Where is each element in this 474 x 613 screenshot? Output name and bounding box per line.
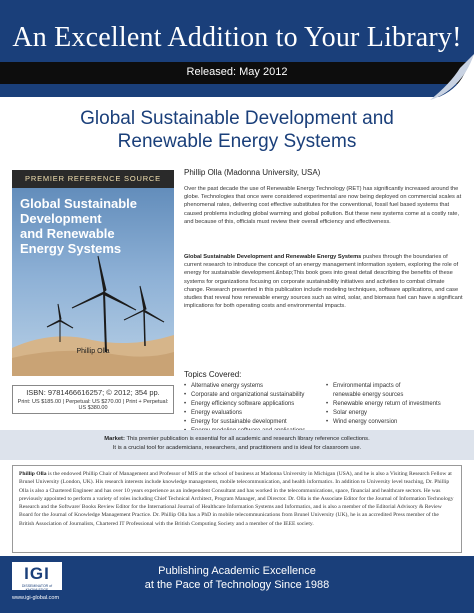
- book-title-line-2: Renewable Energy Systems: [117, 131, 357, 152]
- cover-title-line-1: Global Sustainable: [20, 196, 138, 211]
- book-title-line-1: Global Sustainable Development and: [80, 108, 394, 129]
- page-curl-icon: [430, 54, 474, 100]
- market-line-1: [0, 436, 474, 442]
- tagline-line-1: Publishing Academic Excellence: [158, 565, 316, 577]
- tagline-line-2: at the Pace of Technology Since 1988: [144, 579, 330, 591]
- topic-item: • Renewable energy return of investments: [326, 400, 471, 409]
- market-text-1: This premier publication is essential for all academic and research library reference collections.: [126, 436, 370, 442]
- cover-title: [20, 196, 170, 256]
- topic-item: • Energy for sustainable development: [184, 418, 329, 427]
- book-cover: [12, 170, 174, 376]
- cover-author: Phillip Olla: [76, 348, 110, 355]
- book-author: Phillip Olla (Madonna University, USA): [184, 168, 321, 177]
- bio-text: is the endowed Phillip Chair of Management and Professor of MIS at the school of business at Madonna University in Michigan (USA), and he is also a Visiting Research Fellow at Brunel University (London, UK). His research interests include knowledge management, mobile telecommunication, and health informatics. In addition to University level teaching, Dr. Phillip Olla is also a Chartered Engineer and has over 10 years experience as an independent Consultant and has worked in the telecommunications, space, financial and healthcare sectors. He was previously appointed to perform a variety of roles including Chief Technical Architect, Program Manager, and Director. Dr. Olla is the Associate Editor for the Journal of Information Technology Research and the Software/ Books Review Editor for the International Journal of Healthcare Information Systems and Informatics, and is also a member of the Editorial Advisory & Review Board for the Journal of Knowledge Management Practice. Dr. Phillip Olla has a PhD in mobile telecommunications from Brunel University (UK), he is an accredited Press member of the British Association of Journalists, Chartered IT Professional with the British Computing Society and a member of the IEEE society.: [19, 471, 454, 527]
- isbn-line: ISBN: 9781466616257; © 2012; 354 pp.: [26, 388, 160, 397]
- cover-series-label: PREMIER REFERENCE SOURCE: [25, 174, 161, 183]
- bio-author-name: Phillip Olla: [19, 471, 47, 477]
- topic-item: • Solar energy: [326, 409, 471, 418]
- publisher-logo-subtitle: DISSEMINATOR of KNOWLEDGE: [21, 584, 53, 592]
- topic-item: • Energy evaluations: [184, 409, 329, 418]
- publisher-logo-text: IGI: [24, 564, 50, 583]
- topic-item: • Environmental impacts of: [326, 382, 471, 391]
- topics-heading: Topics Covered:: [184, 370, 242, 379]
- topics-list-right: [326, 382, 471, 427]
- publisher-url[interactable]: www.igi-global.com: [12, 595, 60, 601]
- author-bio-box: [12, 465, 462, 553]
- book-title: [0, 107, 474, 153]
- description-paragraph-2: [184, 253, 464, 310]
- release-date: Released: May 2012: [186, 66, 288, 78]
- market-line-2: It is a crucial tool for academicians, researchers, and practitioners and is ideal for classroom use.: [112, 445, 362, 451]
- description-paragraph-2-text: pushes through the boundaries of current research to introduce the concept of an energy management information system, exploring the role of energy for sustainable development.&nbsp;This book goes into great detail describing the benefits of these systems for organizations focusing on corporate sustainability initiatives and activities to combat climate change. Research presented in this publication include modeling techniques, software applications, and case studies that reveal how renewable energy sources such as wind, solar, and biomass fuel can have a significant implications for both operating costs and environmental impacts.: [184, 254, 463, 310]
- description-paragraph-1: Over the past decade the use of Renewable Energy Technology (RET) has significantly increased around the globe. Technologies that once were considered experimental are now being deployed on commercial scales at phenomenal rates, delivering cost effective substitutes for the conventional, fossil fuel based systems that caused problems including global warming and global pollution. But these new systems come at a costly rate, and because of this, officials must review their overall efficiency and effectiveness.: [184, 186, 462, 225]
- cover-title-line-4: Energy Systems: [20, 241, 122, 256]
- cover-title-line-2: Development: [20, 211, 102, 226]
- banner-title: An Excellent Addition to Your Library!: [12, 22, 462, 53]
- price-line: Print: US $185.00 | Perpetual: US $270.00 | Print + Perpetual: US $380.00: [17, 399, 169, 411]
- topic-item: • Wind energy conversion: [326, 418, 471, 427]
- footer-tagline: [0, 564, 474, 592]
- cover-title-line-3: and Renewable: [20, 226, 115, 241]
- description-book-title: Global Sustainable Development and Renewable Energy Systems: [184, 254, 362, 260]
- author-bio: [19, 470, 455, 528]
- topic-item: • Energy efficiency software applications: [184, 400, 329, 409]
- topics-list-left: [184, 382, 329, 436]
- topic-item: • Alternative energy systems: [184, 382, 329, 391]
- topic-item: • Corporate and organizational sustainability: [184, 391, 329, 400]
- topic-item-continuation: renewable energy sources: [333, 392, 404, 398]
- isbn-box: [12, 385, 174, 414]
- market-label: Market:: [104, 436, 125, 442]
